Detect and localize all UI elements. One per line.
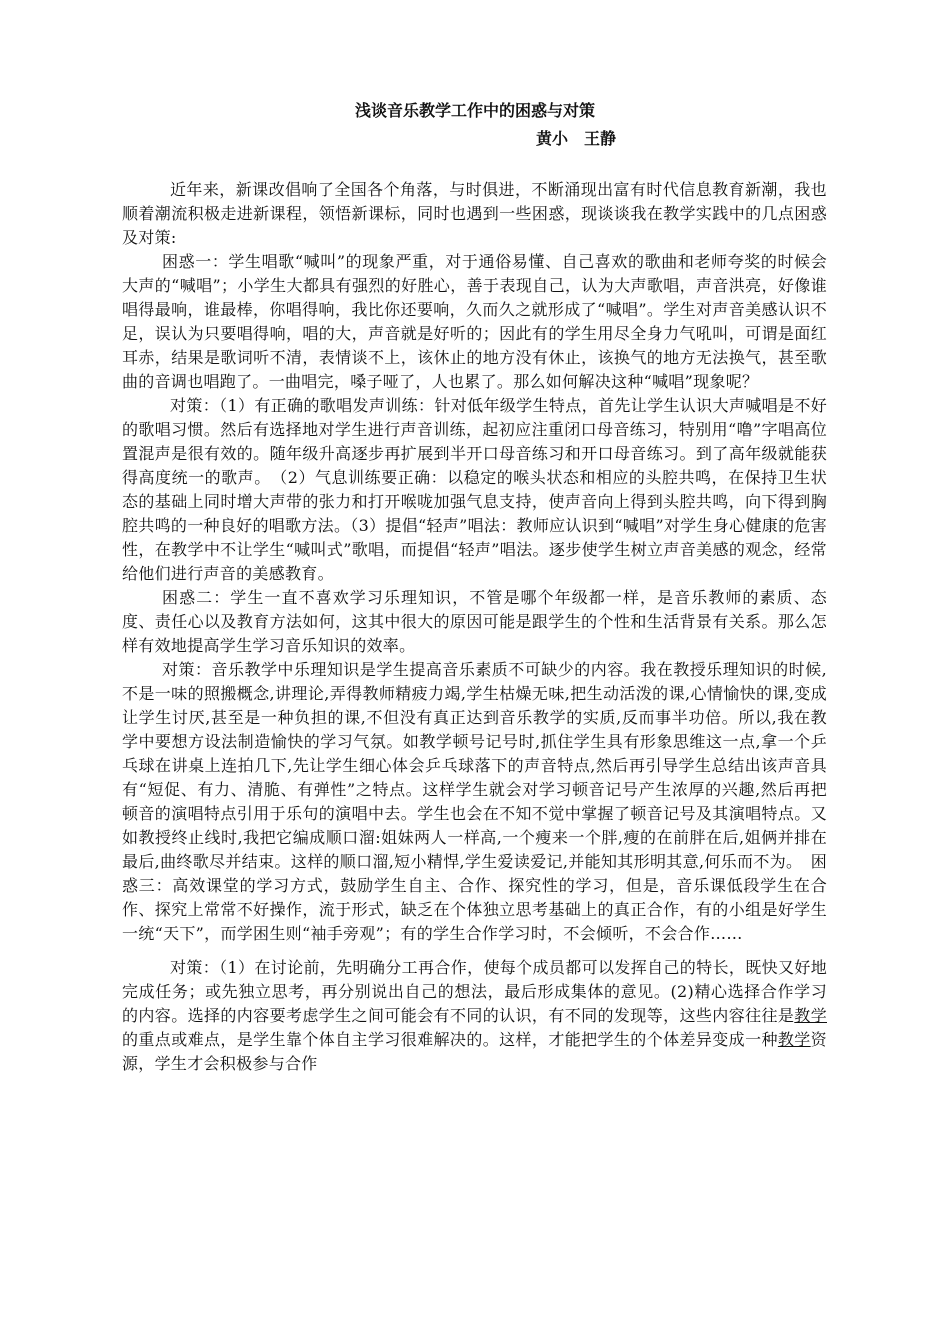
link-teaching-1[interactable]: 教学 (794, 1006, 827, 1025)
paragraph-confusion-2: 困惑二：学生一直不喜欢学习乐理知识，不管是哪个年级都一样，是音乐教师的素质、态度、责任心以及教育方法如何，这其中很大的原因可能是跟学生的个性和生活背景有关系。那么怎样有效地提高学生学习音乐知识的效率。 (122, 588, 827, 655)
paragraph-confusion-1: 困惑一：学生唱歌“喊叫”的现象严重，对于通俗易懂、自己喜欢的歌曲和老师夸奖的时候会大声的“喊唱”；小学生大都具有强烈的好胜心，善于表现自己，认为大声歌唱，声音洪亮，好像谁唱得最响，谁最棒，你唱得响，我比你还要响，久而久之就形成了“喊唱”。学生对声音美感认识不足，误认为只要唱得响，唱的大，声音就是好听的；因此有的学生用尽全身力气吼叫，可谓是面红耳赤，结果是歌词听不清，表情谈不上，该休止的地方没有休止，该换气的地方无法换气，甚至歌曲的音调也唱跑了。一曲唱完，嗓子哑了，人也累了。那么如何解决这种“喊唱”现象呢？ (122, 252, 827, 391)
paragraph-strategy-3-part-c: 资源，学生才会积极参与合作 (122, 1030, 827, 1073)
paragraph-strategy-2: 对策：音乐教学中乐理知识是学生提高音乐素质不可缺少的内容。我在教授乐理知识的时候,不是一味的照搬概念,讲理论,弄得教师精疲力竭,学生枯燥无味,把生动活泼的课,心情愉快的课,变成让学生讨厌,甚至是一种负担的课,不但没有真正达到音乐教学的实质,反而事半功倍。所以,我在教学中要想方设法制造愉快的学习气氛。如教学顿号记号时,抓住学生具有形象思维这一点,拿一个乒乓球在讲桌上连拍几下,先让学生细心体会乒乓球落下的声音特点,然后再引导学生总结出该声音具有“短促、有力、清脆、有弹性”之特点。这样学生就会对学习顿音记号产生浓厚的兴趣,然后再把顿音的演唱特点引用于乐句的演唱中去。学生也会在不知不觉中掌握了顿音记号及其演唱特点。又如教授终止线时,我把它编成顺口溜:姐妹两人一样高,一个瘦来一个胖,瘦的在前胖在后,姐俩并排在最后,曲终歌尽并结束。这样的顺口溜,短小精悍,学生爱读爱记,并能知其形明其意,何乐而不为。 困惑三：高效课堂的学习方式，鼓励学生自主、合作、探究性的学习，但是，音乐课低段学生在合作、探究上常常不好操作，流于形式，缺乏在个体独立思考基础上的真正合作，有的小组是好学生一统“天下”，而学困生则“袖手旁观”；有的学生合作学习时，不会倾听，不会合作…… (122, 660, 827, 943)
paragraph-strategy-3-part-a: 对策：（1）在讨论前，先明确分工再合作，使每个成员都可以发挥自己的特长，既快又好地完成任务；或先独立思考，再分别说出自己的想法，最后形成集体的意见。(2)精心选择合作学习的内容。选择的内容要考虑学生之间可能会有不同的认识，有不同的发现等，这些内容往往是 (122, 958, 827, 1025)
paragraph-strategy-3-part-b: 的重点或难点，是学生靠个体自主学习很难解决的。这样，才能把学生的个体差异变成一种 (122, 1030, 778, 1049)
document-body (122, 178, 827, 1076)
link-teaching-2[interactable]: 教学 (777, 1030, 811, 1049)
document-author: 黄小 王静 (536, 129, 617, 148)
paragraph-intro: 近年来，新课改倡响了全国各个角落，与时俱进，不断涌现出富有时代信息教育新潮，我也顺着潮流积极走进新课程，领悟新课标，同时也遇到一些困惑，现谈谈我在教学实践中的几点困惑及对策: (122, 180, 827, 247)
paragraph-strategy-1: 对策：（1）有正确的歌唱发声训练：针对低年级学生特点，首先让学生认识大声喊唱是不好的歌唱习惯。然后有选择地对学生进行声音训练，起初应注重闭口母音练习，特别用“噜”字唱高位置混声是很有效的。随年级升高逐步再扩展到半开口母音练习和开口母音练习。到了高年级就能获得高度统一的歌声。 （2）气息训练要正确：以稳定的喉头状态和相应的头腔共鸣，在保持卫生状态的基础上同时增大声带的张力和打开喉咙加强气息支持，使声音向上得到头腔共鸣，向下得到胸腔共鸣的一种良好的唱歌方法。（3）提倡“轻声”唱法：教师应认识到“喊唱”对学生身心健康的危害性，在教学中不让学生“喊叫式”歌唱，而提倡“轻声”唱法。逐步使学生树立声音美感的观念，经常给他们进行声音的美感教育。 (122, 396, 827, 583)
paragraph-strategy-3 (122, 956, 827, 1076)
document-title: 浅谈音乐教学工作中的困惑与对策 (354, 101, 595, 120)
